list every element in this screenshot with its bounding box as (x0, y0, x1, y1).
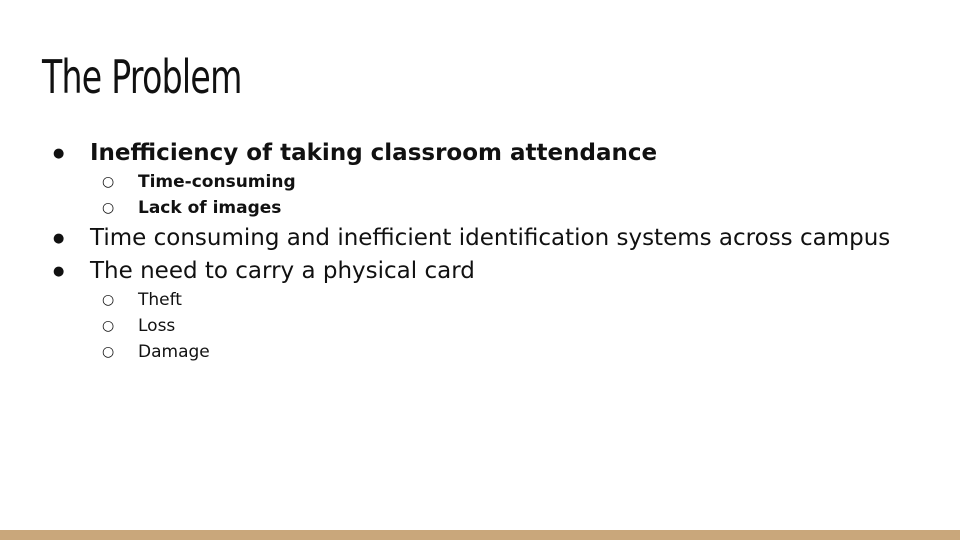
hollow-bullet-icon: ○ (102, 174, 115, 190)
sub-bullet-text: Lack of images (138, 198, 282, 218)
sub-bullet-item-lack-of-images (102, 196, 281, 220)
sub-bullet-item-loss (102, 314, 175, 338)
bullet-text: Time consuming and inefficient identification systems across campus (90, 225, 891, 251)
accent-footer-bar (0, 530, 960, 540)
sub-bullet-text: Theft (138, 290, 182, 310)
bullet-text: Inefficiency of taking classroom attendance (90, 140, 658, 166)
hollow-bullet-icon: ○ (102, 200, 115, 216)
hollow-bullet-icon: ○ (102, 292, 115, 308)
sub-bullet-item-time-consuming (102, 170, 296, 194)
sub-bullet-item-theft (102, 288, 182, 312)
filled-bullet-icon: ● (53, 230, 65, 246)
sub-bullet-item-damage (102, 340, 210, 364)
hollow-bullet-icon: ○ (102, 318, 115, 334)
sub-bullet-text: Damage (138, 342, 210, 362)
slide-title: The Problem (42, 50, 242, 104)
filled-bullet-icon: ● (53, 145, 65, 161)
sub-bullet-text: Loss (138, 316, 176, 336)
bullet-item-physical-card (53, 256, 475, 286)
sub-bullet-text: Time-consuming (138, 172, 296, 192)
hollow-bullet-icon: ○ (102, 344, 115, 360)
filled-bullet-icon: ● (53, 263, 65, 279)
bullet-item-identification-systems (53, 223, 890, 253)
bullet-item-attendance-inefficiency (53, 138, 657, 168)
bullet-text: The need to carry a physical card (90, 258, 475, 284)
